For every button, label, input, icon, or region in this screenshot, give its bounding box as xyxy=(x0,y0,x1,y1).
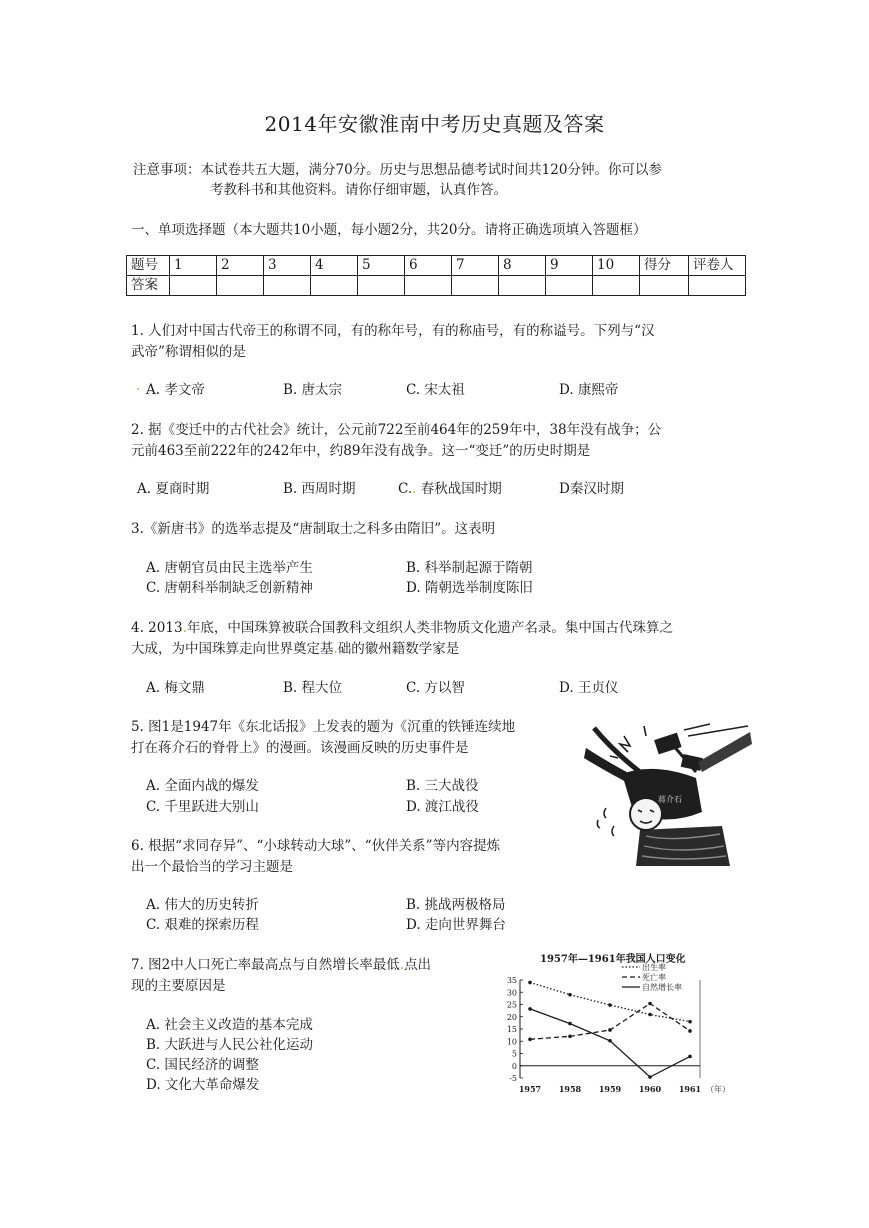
legend-label: 自然增长率 xyxy=(642,983,682,992)
q1-option-a: A. 孝文帝 xyxy=(146,382,205,398)
data-point xyxy=(568,1035,572,1039)
grader-cell[interactable] xyxy=(689,276,746,296)
q7-stem-1b: 点出 xyxy=(404,957,432,973)
data-point xyxy=(688,1055,692,1059)
y-tick-label: 25 xyxy=(506,1000,517,1010)
q6-option-b: B. 挑战两极格局 xyxy=(406,897,506,913)
answer-table xyxy=(126,255,746,296)
x-tick-label: 1961 xyxy=(678,1084,702,1094)
y-tick-label: 15 xyxy=(506,1025,517,1034)
score-cell[interactable] xyxy=(640,276,689,296)
header-cell: 7 xyxy=(452,256,499,276)
data-point xyxy=(568,993,572,997)
q7-option-a: A. 社会主义改造的基本完成 xyxy=(146,1017,313,1033)
notice-line-2: 考教科书和其他资料。请你仔细审题，认真作答。 xyxy=(210,182,507,198)
y-tick-label: 35 xyxy=(506,976,517,985)
legend-label: 死亡率 xyxy=(642,973,666,982)
q4-stem-2b: 础的徽州籍数学家是 xyxy=(337,641,460,657)
q4-option-a: A. 梅文鼎 xyxy=(146,680,205,696)
q2-option-c-text: 春秋战国时期 xyxy=(420,481,502,497)
answer-cell-4[interactable] xyxy=(311,276,358,296)
q7-stem-line-1 xyxy=(131,953,431,973)
q6-option-a: A. 伟大的历史转折 xyxy=(146,897,259,913)
yellow-mark: . xyxy=(182,620,187,636)
q1-option-d: D. 康熙帝 xyxy=(559,382,619,398)
header-cell: 1 xyxy=(170,256,217,276)
series-line-2 xyxy=(530,1004,690,1040)
series-line-3 xyxy=(530,1009,690,1077)
q6-option-c: C. 艰难的探索历程 xyxy=(146,917,259,933)
header-cell: 评卷人 xyxy=(689,256,746,276)
yellow-mark: . xyxy=(333,641,338,657)
q4-option-b: B. 程大位 xyxy=(283,680,343,696)
q6-stem-line-2: 出一个最恰当的学习主题是 xyxy=(131,859,293,875)
q5-option-c: C. 千里跃进大别山 xyxy=(146,799,259,815)
q1-stem-line-2: 武帝”称谓相似的是 xyxy=(131,344,246,360)
answer-cell-8[interactable] xyxy=(499,276,546,296)
q5-stem-line-2: 打在蒋介石的脊骨上》的漫画。该漫画反映的历史事件是 xyxy=(131,740,469,756)
q3-stem: 3.《新唐书》的选举志提及“唐制取士之科多由隋旧”。这表明 xyxy=(131,521,496,537)
q7-option-c: C. 国民经济的调整 xyxy=(146,1057,259,1073)
data-point xyxy=(608,1003,612,1007)
q5-option-d: D. 渡江战役 xyxy=(406,799,479,815)
answer-cell-10[interactable] xyxy=(593,276,640,296)
answer-cell-6[interactable] xyxy=(405,276,452,296)
data-point xyxy=(688,1029,692,1033)
answer-table-header-row xyxy=(127,256,746,276)
yellow-mark: . xyxy=(136,378,141,394)
chart-title: 1957年—1961年我国人口变化 xyxy=(540,954,686,965)
answer-cell-3[interactable] xyxy=(264,276,311,296)
y-tick-label: 30 xyxy=(506,988,517,998)
header-cell: 10 xyxy=(593,256,640,276)
legend-label: 出生率 xyxy=(642,963,666,972)
x-unit-label: （年） xyxy=(706,1085,730,1094)
q7-option-b: B. 大跃进与人民公社化运动 xyxy=(146,1037,314,1053)
data-point xyxy=(528,1037,532,1041)
q4-option-d: D. 王贞仪 xyxy=(559,680,619,696)
data-point xyxy=(608,1028,612,1032)
page-title: 2014年安徽淮南中考历史真题及答案 xyxy=(264,112,605,136)
chart-legend xyxy=(622,962,682,992)
q4-stem-year: 4. 2013 xyxy=(131,620,183,636)
q2-option-c-letter: C. xyxy=(398,481,413,497)
section-1-heading: 一、单项选择题（本大题共10小题，每小题2分，共20分。请将正确选项填入答题框） xyxy=(131,222,647,238)
q3-option-d: D. 隋朝选举制度陈旧 xyxy=(406,580,533,596)
svg-text:蒋介石: 蒋介石 xyxy=(658,795,682,804)
q5-option-b: B. 三大战役 xyxy=(406,778,479,794)
q6-option-d: D. 走向世界舞台 xyxy=(406,917,506,933)
x-tick-label: 1958 xyxy=(558,1084,582,1094)
q1-stem-line-1: 1. 人们对中国古代帝王的称谓不同，有的称年号，有的称庙号，有的称谥号。下列与“汉 xyxy=(131,323,655,339)
q2-option-d: D秦汉时期 xyxy=(559,481,624,497)
q4-stem-rest: 年底，中国珠算被联合国教科文组织人类非物质文化遗产名录。集中国古代珠算之 xyxy=(186,620,673,636)
q3-option-b: B. 科举制起源于隋朝 xyxy=(406,560,533,576)
answer-table-answer-row xyxy=(127,276,746,296)
yellow-mark: . xyxy=(399,957,405,973)
q6-stem-line-1: 6. 根据“求同存异”、“小球转动大球”、“伙伴关系”等内容提炼 xyxy=(131,838,501,854)
q7-option-d: D. 文化大革命爆发 xyxy=(146,1077,260,1093)
header-cell: 8 xyxy=(499,256,546,276)
data-point xyxy=(528,1007,532,1011)
q4-stem-2a: 大成，为中国珠算走向世界奠定基 xyxy=(131,641,334,657)
data-point xyxy=(568,1022,572,1026)
header-cell: 题号 xyxy=(127,256,170,276)
data-point xyxy=(648,1002,652,1006)
x-tick-label: 1959 xyxy=(598,1084,622,1094)
q7-stem-line-2: 现的主要原因是 xyxy=(131,978,226,994)
data-point xyxy=(608,1039,612,1043)
answer-cell-7[interactable] xyxy=(452,276,499,296)
chart-axes xyxy=(507,976,730,1094)
q2-option-b: B. 西周时期 xyxy=(283,481,356,497)
q4-stem-line-1 xyxy=(131,616,673,636)
q2-stem-line-2: 元前463至前222年的242年中，约89年没有战争。这一“变迁”的历史时期是 xyxy=(131,443,591,459)
q1-option-c: C. 宋太祖 xyxy=(406,382,465,398)
data-point xyxy=(648,1013,652,1017)
header-cell: 9 xyxy=(546,256,593,276)
q2-option-c xyxy=(398,477,502,497)
q5-stem-line-1: 5. 图1是1947年《东北话报》上发表的题为《沉重的铁锤连续地 xyxy=(131,719,516,735)
header-cell: 得分 xyxy=(640,256,689,276)
population-chart xyxy=(500,950,736,1098)
cartoon-figure xyxy=(584,722,754,867)
y-tick-label: 0 xyxy=(511,1061,517,1071)
yellow-mark: . xyxy=(412,481,417,497)
header-cell: 4 xyxy=(311,256,358,276)
data-point xyxy=(688,1020,692,1024)
q2-option-a: A. 夏商时期 xyxy=(137,481,210,497)
x-tick-label: 1960 xyxy=(638,1084,662,1094)
header-cell: 2 xyxy=(217,256,264,276)
header-cell: 6 xyxy=(405,256,452,276)
q4-stem-line-2 xyxy=(131,637,459,657)
answer-cell-9[interactable] xyxy=(546,276,593,296)
data-point xyxy=(528,981,532,985)
answer-cell-5[interactable] xyxy=(358,276,405,296)
q7-stem-1a: 7. 图2中人口死亡率最高点与自然增长率最低 xyxy=(131,957,400,973)
x-tick-label: 1957 xyxy=(518,1084,542,1094)
chart-series xyxy=(528,981,692,1079)
y-tick-label: 10 xyxy=(506,1037,517,1047)
header-cell: 3 xyxy=(264,256,311,276)
q3-option-a: A. 唐朝官员由民主选举产生 xyxy=(146,560,313,576)
answer-row-label: 答案 xyxy=(127,276,170,296)
header-cell: 5 xyxy=(358,256,405,276)
q5-option-a: A. 全面内战的爆发 xyxy=(146,778,259,794)
answer-cell-2[interactable] xyxy=(217,276,264,296)
y-tick-label: 20 xyxy=(506,1012,517,1022)
answer-cell-1[interactable] xyxy=(170,276,217,296)
q3-option-c: C. 唐朝科举制缺乏创新精神 xyxy=(146,580,313,596)
data-point xyxy=(648,1075,652,1079)
q2-stem-line-1: 2. 据《变迁中的古代社会》统计，公元前722至前464年的259年中，38年没有战争；公 xyxy=(131,422,662,438)
q4-option-c: C. 方以智 xyxy=(406,680,465,696)
y-tick-label: -5 xyxy=(509,1074,517,1083)
notice-line-1: 注意事项：本试卷共五大题，满分70分。历史与思想品德考试时间共120分钟。你可以参 xyxy=(133,162,662,178)
q1-option-b: B. 唐太宗 xyxy=(283,382,343,398)
y-tick-label: 5 xyxy=(511,1049,517,1059)
